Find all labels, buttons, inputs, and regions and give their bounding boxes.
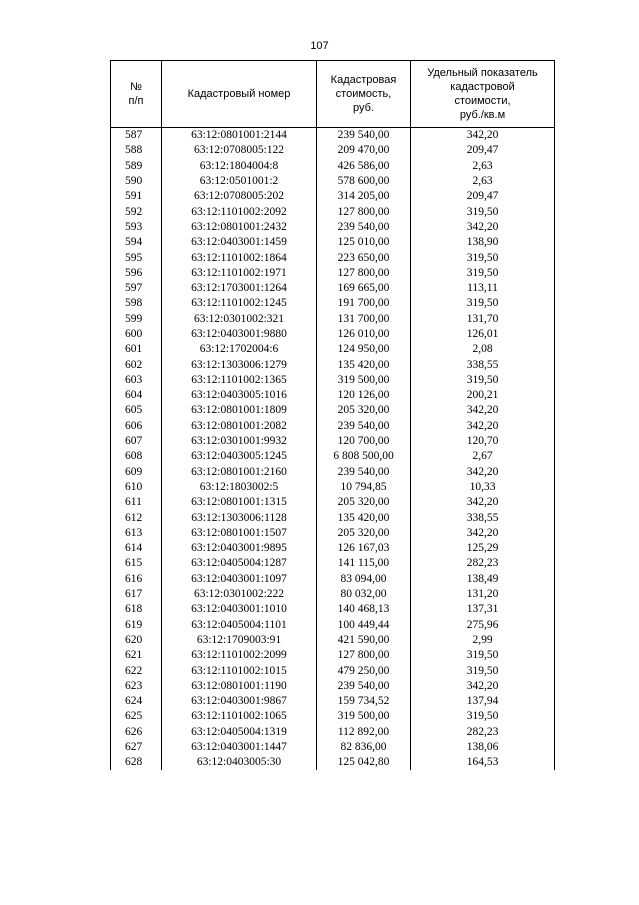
specific-value-cell: 319,50	[411, 648, 555, 663]
specific-value-cell: 2,63	[411, 174, 555, 189]
table-row	[111, 541, 555, 556]
cadastral-value-cell: 239 540,00	[317, 419, 411, 434]
table-row	[111, 419, 555, 434]
row-number-cell: 590	[111, 174, 162, 189]
table-row	[111, 572, 555, 587]
table-row	[111, 159, 555, 174]
cadastral-number-cell: 63:12:0301002:321	[162, 312, 317, 327]
specific-value-cell: 319,50	[411, 296, 555, 311]
row-number-cell: 610	[111, 480, 162, 495]
row-number-cell: 604	[111, 388, 162, 403]
table-row	[111, 235, 555, 250]
table-row	[111, 495, 555, 510]
cadastral-value-cell: 578 600,00	[317, 174, 411, 189]
cadastral-number-cell: 63:12:1101002:1864	[162, 250, 317, 265]
cadastral-value-cell: 319 500,00	[317, 373, 411, 388]
table-row	[111, 602, 555, 617]
cadastral-value-cell: 126 010,00	[317, 327, 411, 342]
row-number-cell: 600	[111, 327, 162, 342]
row-number-cell: 618	[111, 602, 162, 617]
cadastral-value-cell: 205 320,00	[317, 495, 411, 510]
row-number-cell: 612	[111, 510, 162, 525]
specific-value-cell: 319,50	[411, 250, 555, 265]
table-row	[111, 357, 555, 372]
specific-value-cell: 2,63	[411, 159, 555, 174]
table-row	[111, 250, 555, 265]
row-number-cell: 608	[111, 449, 162, 464]
cadastral-value-cell: 205 320,00	[317, 403, 411, 418]
cadastral-value-cell: 140 468,13	[317, 602, 411, 617]
table-row	[111, 449, 555, 464]
table-row	[111, 510, 555, 525]
cadastral-number-cell: 63:12:0501001:2	[162, 174, 317, 189]
cadastral-number-cell: 63:12:0403005:30	[162, 755, 317, 770]
cadastral-number-cell: 63:12:0403001:9895	[162, 541, 317, 556]
table-row	[111, 373, 555, 388]
specific-value-cell: 342,20	[411, 495, 555, 510]
table-row	[111, 618, 555, 633]
cadastral-number-cell: 63:12:1803002:5	[162, 480, 317, 495]
cadastral-value-cell: 314 205,00	[317, 189, 411, 204]
cadastral-number-cell: 63:12:1101002:1971	[162, 266, 317, 281]
row-number-cell: 613	[111, 526, 162, 541]
row-number-cell: 593	[111, 220, 162, 235]
cadastral-number-cell: 63:12:0403005:1016	[162, 388, 317, 403]
header-cadastral-value: Кадастровая стоимость, руб.	[317, 61, 411, 128]
table-row	[111, 740, 555, 755]
table-row	[111, 342, 555, 357]
row-number-cell: 620	[111, 633, 162, 648]
row-number-cell: 611	[111, 495, 162, 510]
specific-value-cell: 138,49	[411, 572, 555, 587]
row-number-cell: 626	[111, 725, 162, 740]
cadastral-number-cell: 63:12:1804004:8	[162, 159, 317, 174]
specific-value-cell: 342,20	[411, 403, 555, 418]
table-row	[111, 312, 555, 327]
specific-value-cell: 342,20	[411, 419, 555, 434]
cadastral-number-cell: 63:12:0708005:122	[162, 143, 317, 158]
row-number-cell: 607	[111, 434, 162, 449]
cadastral-value-cell: 127 800,00	[317, 648, 411, 663]
header-cadastral-number: Кадастровый номер	[162, 61, 317, 128]
specific-value-cell: 138,06	[411, 740, 555, 755]
cadastral-value-cell: 191 700,00	[317, 296, 411, 311]
cadastral-number-cell: 63:12:1101002:1245	[162, 296, 317, 311]
cadastral-value-cell: 80 032,00	[317, 587, 411, 602]
header-row	[111, 61, 555, 128]
row-number-cell: 624	[111, 694, 162, 709]
cadastral-number-cell: 63:12:0801001:1507	[162, 526, 317, 541]
row-number-cell: 603	[111, 373, 162, 388]
specific-value-cell: 209,47	[411, 143, 555, 158]
table-row	[111, 709, 555, 724]
specific-value-cell: 282,23	[411, 725, 555, 740]
row-number-cell: 616	[111, 572, 162, 587]
header-specific-value: Удельный показатель кадастровой стоимости, руб./кв.м	[411, 61, 555, 128]
specific-value-cell: 338,55	[411, 510, 555, 525]
cadastral-value-cell: 239 540,00	[317, 128, 411, 144]
row-number-cell: 606	[111, 419, 162, 434]
cadastral-value-cell: 159 734,52	[317, 694, 411, 709]
specific-value-cell: 125,29	[411, 541, 555, 556]
cadastral-number-cell: 63:12:0403001:1097	[162, 572, 317, 587]
table-row	[111, 587, 555, 602]
table-row	[111, 388, 555, 403]
table-row	[111, 755, 555, 770]
specific-value-cell: 137,31	[411, 602, 555, 617]
cadastral-number-cell: 63:12:1101002:1015	[162, 663, 317, 678]
row-number-cell: 594	[111, 235, 162, 250]
cadastral-number-cell: 63:12:0801001:2082	[162, 419, 317, 434]
cadastral-value-cell: 141 115,00	[317, 556, 411, 571]
cadastral-number-cell: 63:12:0708005:202	[162, 189, 317, 204]
row-number-cell: 592	[111, 204, 162, 219]
table-row	[111, 465, 555, 480]
specific-value-cell: 2,08	[411, 342, 555, 357]
row-number-cell: 602	[111, 357, 162, 372]
header-row-number: № п/п	[111, 61, 162, 128]
cadastral-value-cell: 125 010,00	[317, 235, 411, 250]
cadastral-value-cell: 239 540,00	[317, 220, 411, 235]
table-row	[111, 526, 555, 541]
cadastral-value-cell: 100 449,44	[317, 618, 411, 633]
table-row	[111, 281, 555, 296]
row-number-cell: 588	[111, 143, 162, 158]
cadastral-value-cell: 120 126,00	[317, 388, 411, 403]
row-number-cell: 609	[111, 465, 162, 480]
table-row	[111, 679, 555, 694]
cadastral-value-cell: 135 420,00	[317, 357, 411, 372]
cadastral-number-cell: 63:12:0801001:2432	[162, 220, 317, 235]
table-row	[111, 403, 555, 418]
row-number-cell: 619	[111, 618, 162, 633]
row-number-cell: 587	[111, 128, 162, 144]
cadastral-number-cell: 63:12:0403001:1459	[162, 235, 317, 250]
table-row	[111, 143, 555, 158]
table-row	[111, 327, 555, 342]
cadastral-value-cell: 125 042,80	[317, 755, 411, 770]
cadastral-number-cell: 63:12:1303006:1279	[162, 357, 317, 372]
cadastral-value-cell: 209 470,00	[317, 143, 411, 158]
page-number: 107	[310, 40, 329, 52]
table-row	[111, 556, 555, 571]
row-number-cell: 617	[111, 587, 162, 602]
table-row	[111, 220, 555, 235]
row-number-cell: 622	[111, 663, 162, 678]
specific-value-cell: 200,21	[411, 388, 555, 403]
cadastral-number-cell: 63:12:1101002:2092	[162, 204, 317, 219]
cadastral-value-cell: 6 808 500,00	[317, 449, 411, 464]
table-row	[111, 128, 555, 144]
cadastral-value-table	[110, 60, 555, 770]
cadastral-number-cell: 63:12:0801001:1809	[162, 403, 317, 418]
row-number-cell: 605	[111, 403, 162, 418]
specific-value-cell: 131,20	[411, 587, 555, 602]
cadastral-value-cell: 83 094,00	[317, 572, 411, 587]
row-number-cell: 601	[111, 342, 162, 357]
specific-value-cell: 338,55	[411, 357, 555, 372]
specific-value-cell: 342,20	[411, 220, 555, 235]
cadastral-number-cell: 63:12:0403001:9880	[162, 327, 317, 342]
row-number-cell: 596	[111, 266, 162, 281]
specific-value-cell: 342,20	[411, 465, 555, 480]
row-number-cell: 627	[111, 740, 162, 755]
specific-value-cell: 126,01	[411, 327, 555, 342]
specific-value-cell: 10,33	[411, 480, 555, 495]
table-row	[111, 663, 555, 678]
cadastral-value-cell: 239 540,00	[317, 465, 411, 480]
cadastral-value-cell: 124 950,00	[317, 342, 411, 357]
specific-value-cell: 209,47	[411, 189, 555, 204]
row-number-cell: 598	[111, 296, 162, 311]
cadastral-number-cell: 63:12:0801001:1190	[162, 679, 317, 694]
specific-value-cell: 2,67	[411, 449, 555, 464]
cadastral-value-cell: 223 650,00	[317, 250, 411, 265]
cadastral-value-cell: 127 800,00	[317, 266, 411, 281]
cadastral-value-cell: 319 500,00	[317, 709, 411, 724]
cadastral-value-cell: 126 167,03	[317, 541, 411, 556]
specific-value-cell: 342,20	[411, 128, 555, 144]
table-row	[111, 266, 555, 281]
cadastral-value-cell: 10 794,85	[317, 480, 411, 495]
cadastral-number-cell: 63:12:1702004:6	[162, 342, 317, 357]
table-row	[111, 296, 555, 311]
cadastral-value-cell: 112 892,00	[317, 725, 411, 740]
specific-value-cell: 342,20	[411, 679, 555, 694]
row-number-cell: 614	[111, 541, 162, 556]
specific-value-cell: 120,70	[411, 434, 555, 449]
table-row	[111, 725, 555, 740]
cadastral-number-cell: 63:12:0301001:9932	[162, 434, 317, 449]
cadastral-value-cell: 421 590,00	[317, 633, 411, 648]
cadastral-value-cell: 127 800,00	[317, 204, 411, 219]
specific-value-cell: 164,53	[411, 755, 555, 770]
cadastral-number-cell: 63:12:0405004:1101	[162, 618, 317, 633]
cadastral-value-cell: 205 320,00	[317, 526, 411, 541]
cadastral-number-cell: 63:12:0405004:1287	[162, 556, 317, 571]
cadastral-number-cell: 63:12:1101002:1365	[162, 373, 317, 388]
cadastral-number-cell: 63:12:0405004:1319	[162, 725, 317, 740]
row-number-cell: 623	[111, 679, 162, 694]
specific-value-cell: 319,50	[411, 204, 555, 219]
cadastral-number-cell: 63:12:1703001:1264	[162, 281, 317, 296]
table-header	[111, 61, 555, 128]
row-number-cell: 599	[111, 312, 162, 327]
table-row	[111, 204, 555, 219]
row-number-cell: 621	[111, 648, 162, 663]
cadastral-number-cell: 63:12:0801001:2160	[162, 465, 317, 480]
specific-value-cell: 319,50	[411, 663, 555, 678]
specific-value-cell: 319,50	[411, 373, 555, 388]
row-number-cell: 591	[111, 189, 162, 204]
row-number-cell: 628	[111, 755, 162, 770]
specific-value-cell: 282,23	[411, 556, 555, 571]
cadastral-number-cell: 63:12:0801001:1315	[162, 495, 317, 510]
specific-value-cell: 319,50	[411, 709, 555, 724]
specific-value-cell: 138,90	[411, 235, 555, 250]
cadastral-number-cell: 63:12:0801001:2144	[162, 128, 317, 144]
table-row	[111, 480, 555, 495]
cadastral-number-cell: 63:12:0403005:1245	[162, 449, 317, 464]
cadastral-number-cell: 63:12:0403001:1447	[162, 740, 317, 755]
cadastral-number-cell: 63:12:1101002:1065	[162, 709, 317, 724]
row-number-cell: 625	[111, 709, 162, 724]
table-row	[111, 434, 555, 449]
specific-value-cell: 275,96	[411, 618, 555, 633]
cadastral-value-cell: 169 665,00	[317, 281, 411, 296]
specific-value-cell: 342,20	[411, 526, 555, 541]
cadastral-number-cell: 63:12:1709003:91	[162, 633, 317, 648]
cadastral-value-cell: 120 700,00	[317, 434, 411, 449]
table-row	[111, 189, 555, 204]
cadastral-value-cell: 426 586,00	[317, 159, 411, 174]
cadastral-value-cell: 479 250,00	[317, 663, 411, 678]
cadastral-value-cell: 239 540,00	[317, 679, 411, 694]
row-number-cell: 589	[111, 159, 162, 174]
table-row	[111, 174, 555, 189]
row-number-cell: 597	[111, 281, 162, 296]
cadastral-value-cell: 131 700,00	[317, 312, 411, 327]
cadastral-value-cell: 135 420,00	[317, 510, 411, 525]
table-body	[111, 128, 555, 771]
table-row	[111, 694, 555, 709]
cadastral-number-cell: 63:12:0403001:1010	[162, 602, 317, 617]
row-number-cell: 615	[111, 556, 162, 571]
specific-value-cell: 319,50	[411, 266, 555, 281]
cadastral-value-cell: 82 836,00	[317, 740, 411, 755]
cadastral-number-cell: 63:12:1303006:1128	[162, 510, 317, 525]
cadastral-number-cell: 63:12:0403001:9867	[162, 694, 317, 709]
specific-value-cell: 131,70	[411, 312, 555, 327]
cadastral-number-cell: 63:12:0301002:222	[162, 587, 317, 602]
specific-value-cell: 137,94	[411, 694, 555, 709]
specific-value-cell: 113,11	[411, 281, 555, 296]
cadastral-number-cell: 63:12:1101002:2099	[162, 648, 317, 663]
table-row	[111, 648, 555, 663]
row-number-cell: 595	[111, 250, 162, 265]
specific-value-cell: 2,99	[411, 633, 555, 648]
table-row	[111, 633, 555, 648]
